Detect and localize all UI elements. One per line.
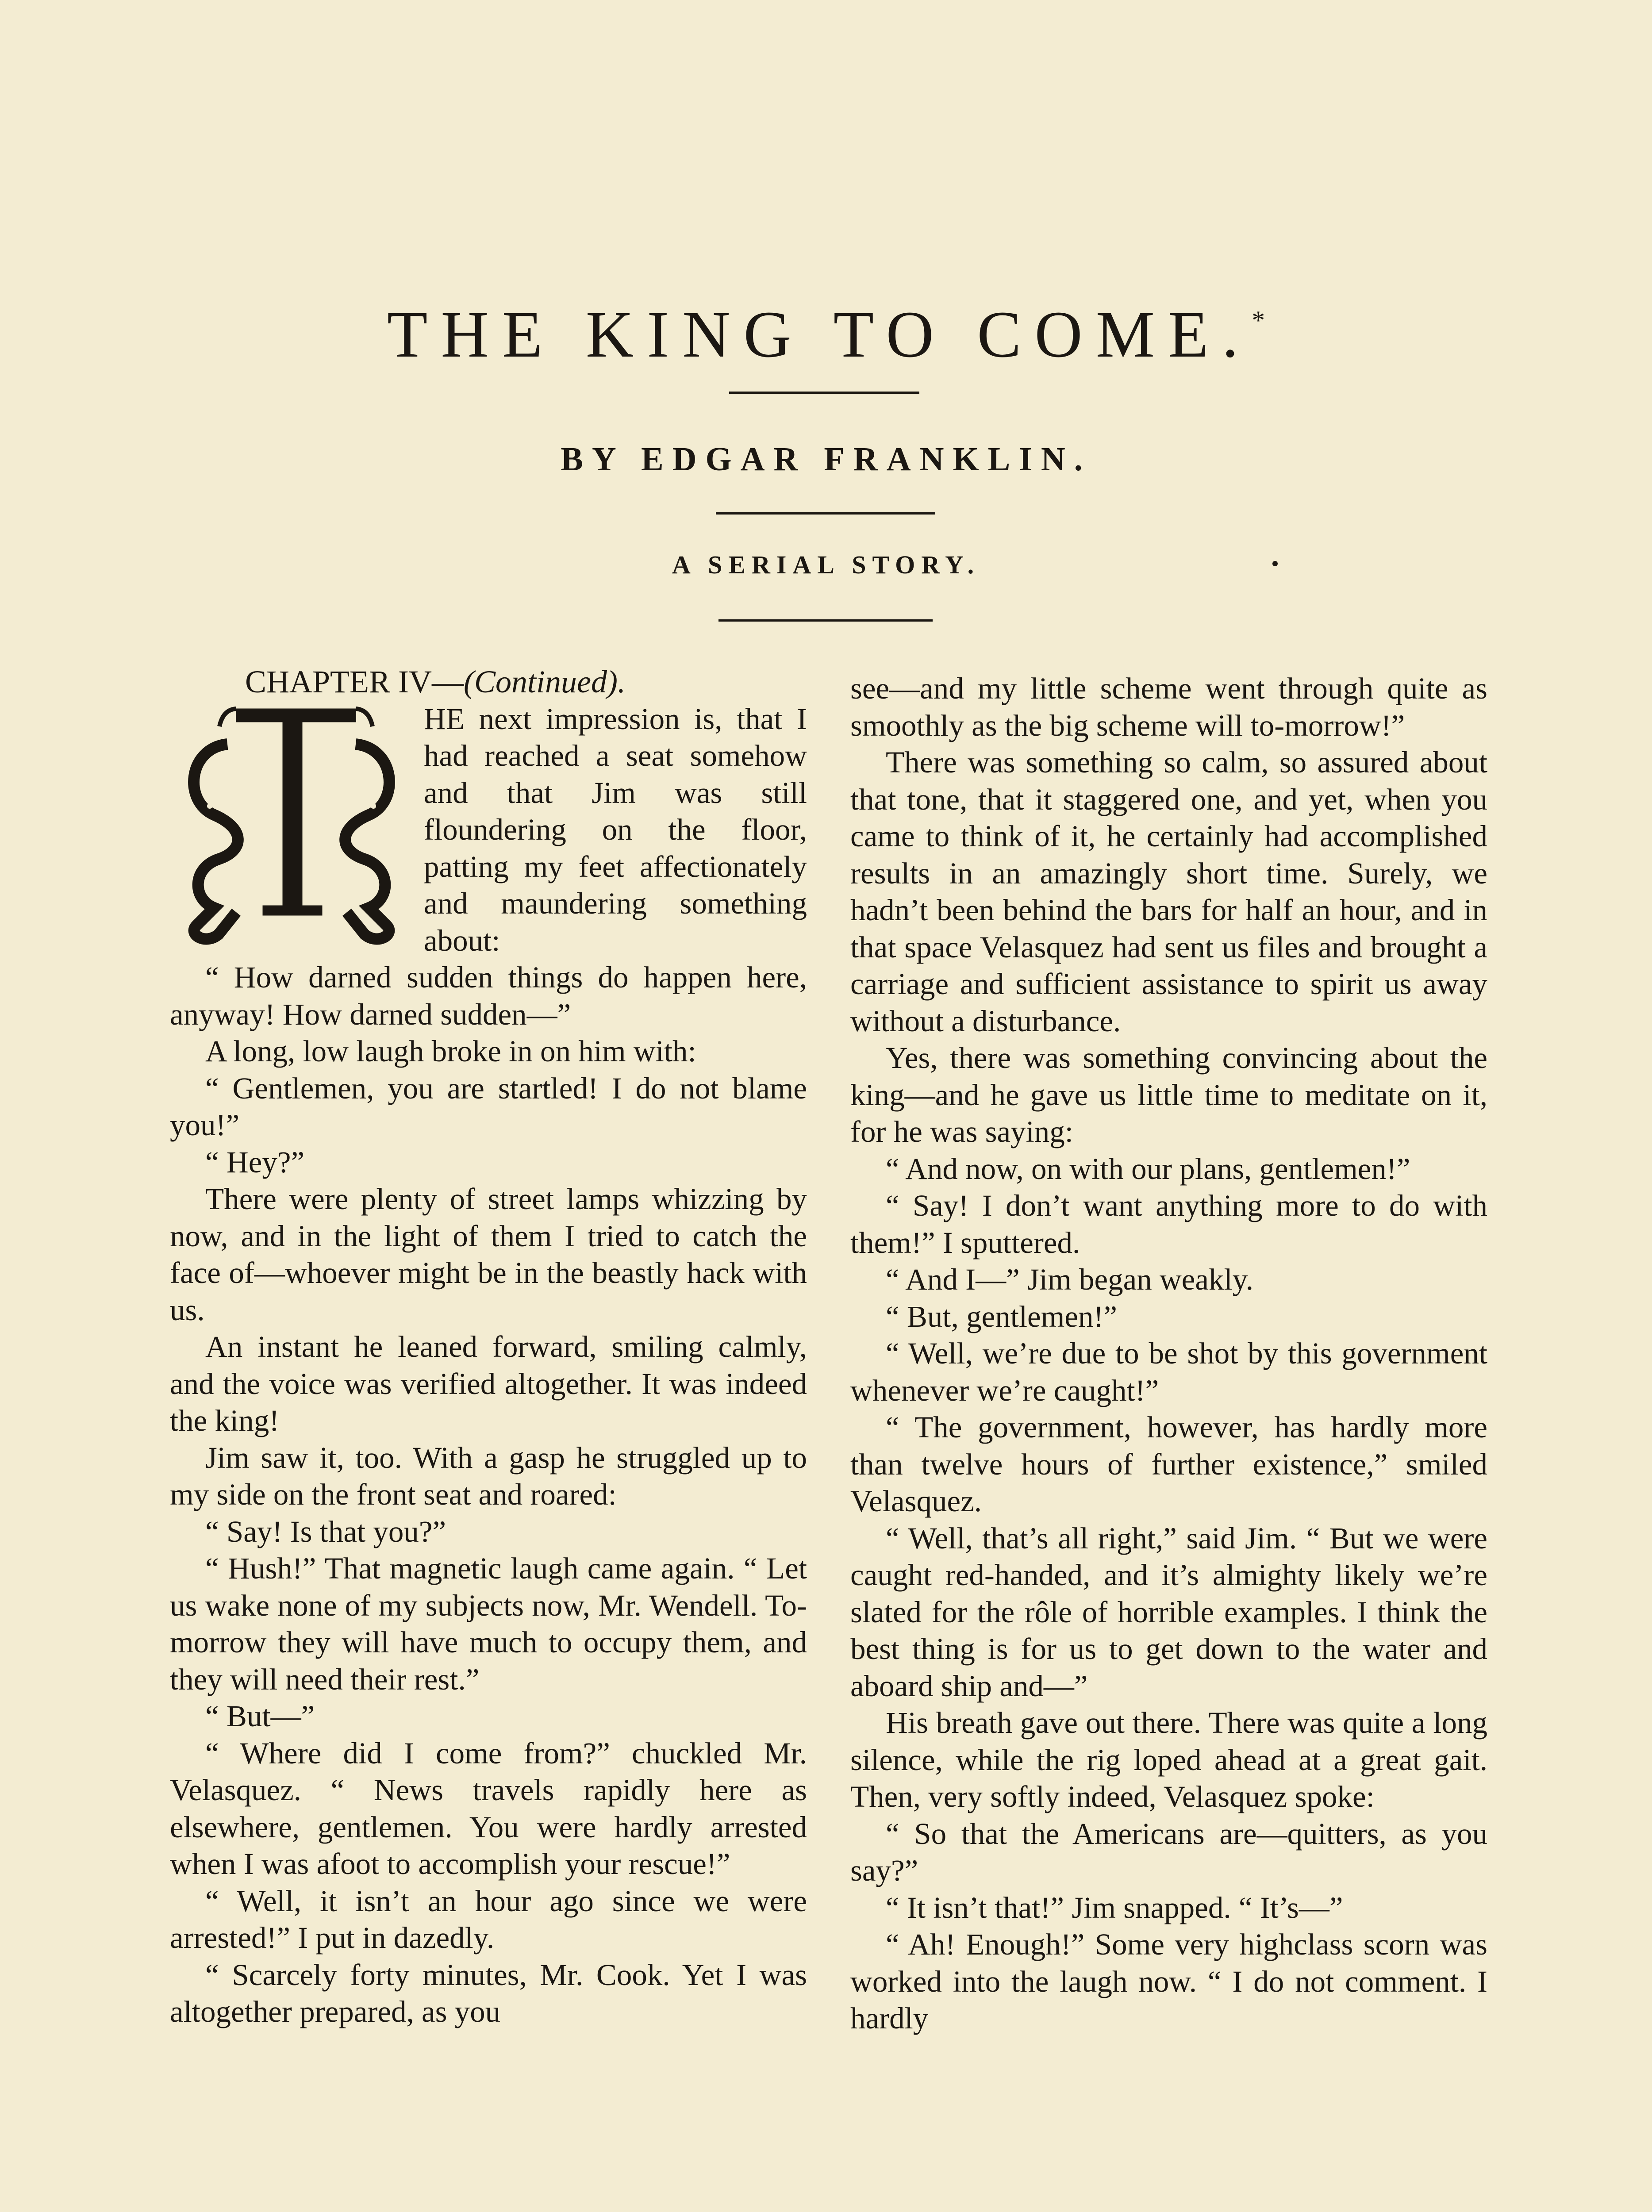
- paragraph: “ Where did I come from?” chuckled Mr. Velasquez. “ News travels rapidly here as elsewhere, gentlemen. You were hardly arrested when I was afoot to accomplish your rescue!”: [170, 1736, 807, 1881]
- paragraph: There was something so calm, so assured about that tone, that it staggered one, and yet, when you came to think of it, he certainly had accomplished results in an amazingly short time. Surely, we hadn’t been behind the bars for half an hour, and in that space Velasquez had sent us files and brought a carriage and sufficient assistance to spirit us away without a disturbance.: [850, 745, 1487, 1038]
- story-title-text: THE KING TO COME.: [387, 298, 1252, 371]
- paragraph: “ Say! I don’t want anything more to do with them!” I sputtered.: [850, 1189, 1487, 1260]
- paragraph: “ The government, however, has hardly more than twelve hours of further existence,” smiled Velasquez.: [850, 1410, 1487, 1518]
- paragraph: Jim saw it, too. With a gasp he struggled up to my side on the front seat and roared:: [170, 1440, 807, 1511]
- left-column: [170, 664, 807, 2031]
- paragraph: “ Ah! Enough!” Some very highclass scorn was worked into the laugh now. “ I do not comment. I hardly: [850, 1928, 1487, 2035]
- paragraph: see—and my little scheme went through quite as smoothly as the big scheme will to-morrow!”: [850, 672, 1487, 742]
- kicker-rule: [718, 619, 933, 622]
- paragraph: “ So that the Americans are—quitters, as you say?”: [850, 1816, 1487, 1887]
- paragraph: “ How darned sudden things do happen here, anyway! How darned sudden—”: [170, 960, 807, 1031]
- paragraph: “ And now, on with our plans, gentlemen!”: [886, 1152, 1410, 1186]
- paragraph: “ Say! Is that you?”: [205, 1514, 446, 1548]
- print-speck: [1272, 561, 1278, 566]
- title-rule: [729, 392, 919, 394]
- serial-kicker: A SERIAL STORY.: [672, 550, 980, 579]
- chapter-heading: [170, 664, 807, 701]
- paragraph: His breath gave out there. There was quite a long silence, while the rig loped ahead at a great gait. Then, very softly indeed, Velasquez spoke:: [850, 1706, 1487, 1813]
- paragraph: There were plenty of street lamps whizzing by now, and in the light of them I tried to catch the face of—whoever might be in the beastly hack with us.: [170, 1182, 807, 1327]
- ornamental-dropcap-icon: [170, 704, 409, 952]
- paragraph: “ But—”: [205, 1699, 315, 1733]
- story-title: [0, 296, 1652, 373]
- right-column: [850, 670, 1487, 2037]
- paragraph: “ And I—” Jim began weakly.: [886, 1263, 1253, 1296]
- author-byline: BY EDGAR FRANKLIN.: [561, 441, 1091, 478]
- paragraph: “ Hey?”: [205, 1145, 305, 1179]
- title-footnote-mark: *: [1252, 306, 1265, 335]
- dropcap-letter: T: [289, 943, 290, 944]
- chapter-continued: (Continued).: [464, 664, 626, 699]
- byline-rule: [716, 512, 935, 515]
- paragraph: “ Hush!” That magnetic laugh came again. “ Let us wake none of my subjects now, Mr. Wendell. To-morrow they will have much to occupy them, and they will need their rest.”: [170, 1551, 807, 1696]
- paragraph: “ Well, we’re due to be shot by this government whenever we’re caught!”: [850, 1336, 1487, 1407]
- paragraph: HE next impression is, that I had reached a seat somehow and that Jim was still floundering on the floor, patting my feet affectionately and maundering something about:: [424, 702, 807, 957]
- chapter-heading-label: CHAPTER IV—: [245, 664, 464, 699]
- paragraph: “ Scarcely forty minutes, Mr. Cook. Yet I was altogether prepared, as you: [170, 1958, 807, 2028]
- paragraph: “ It isn’t that!” Jim snapped. “ It’s—”: [886, 1890, 1343, 1924]
- paragraph: “ Well, that’s all right,” said Jim. “ But we were caught red-handed, and it’s almighty likely we’re slated for the rôle of horrible examples. I think the best thing is for us to get down to the water and aboard ship and—”: [850, 1521, 1487, 1703]
- paragraph: A long, low laugh broke in on him with:: [205, 1034, 696, 1068]
- paragraph: Yes, there was something convincing about the king—and he gave us little time to meditate on it, for he was saying:: [850, 1041, 1487, 1148]
- paragraph: An instant he leaned forward, smiling calmly, and the voice was verified altogether. It was indeed the king!: [170, 1330, 807, 1437]
- paragraph: “ But, gentlemen!”: [886, 1299, 1118, 1333]
- paragraph: “ Gentlemen, you are startled! I do not blame you!”: [170, 1071, 807, 1142]
- paragraph: “ Well, it isn’t an hour ago since we were arrested!” I put in dazedly.: [170, 1884, 807, 1955]
